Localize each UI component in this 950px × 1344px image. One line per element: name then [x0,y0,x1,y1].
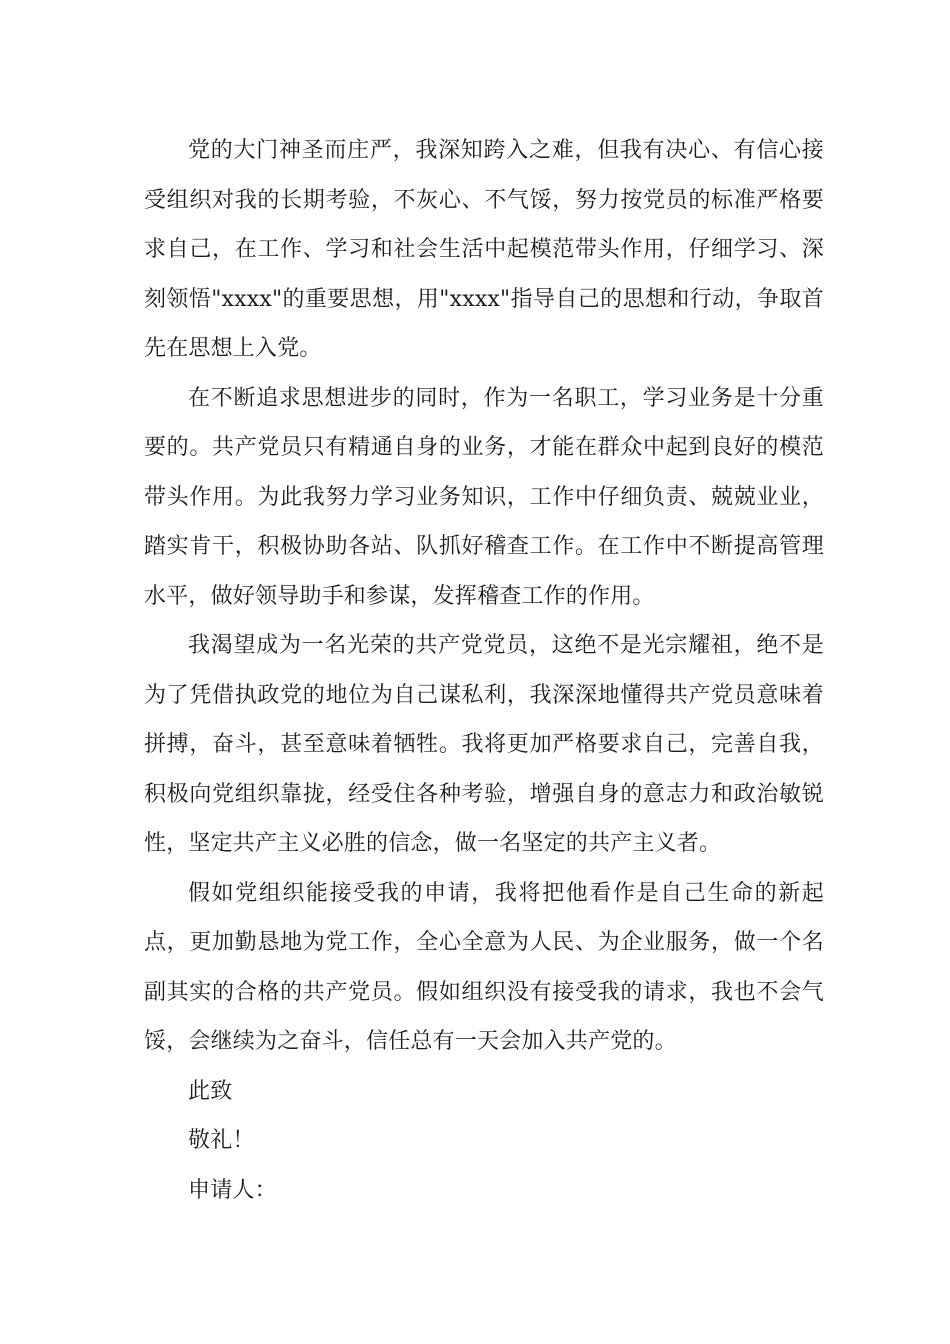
paragraph-3: 我渴望成为一名光荣的共产党党员，这绝不是光宗耀祖，绝不是为了凭借执政党的地位为自己谋私利，我深深地懂得共产党员意味着拼搏，奋斗，甚至意味着牺牲。我将更加严格要求自己，完善自我，积极向党组织靠拢，经受住各种考验，增强自身的意志力和政治敏锐性，坚定共产主义必胜的信念，做一名坚定的共产主义者。 [144,633,824,856]
closing-respect: 敬礼！ [188,1128,255,1153]
letter-body [144,126,824,1215]
paragraph-2: 在不断追求思想进步的同时，作为一名职工，学习业务是十分重要的。共产党员只有精通自身的业务，才能在群众中起到良好的模范带头作用。为此我努力学习业务知识，工作中仔细负责、兢兢业业，踏实肯干，积极协助各站、队抓好稽查工作。在工作中不断提高管理水平，做好领导助手和参谋，发挥稽查工作的作用。 [144,385,824,609]
paragraph-1: 党的大门神圣而庄严，我深知跨入之难，但我有决心、有信心接受组织对我的长期考验，不灰心、不气馁，努力按党员的标准严格要求自己，在工作、学习和社会生活中起模范带头作用，仔细学习、深刻领悟"xxxx"的重要思想，用"xxxx"指导自己的思想和行动，争取首先在思想上入党。 [144,138,824,361]
paragraph-4: 假如党组织能接受我的申请，我将把他看作是自己生命的新起点，更加勤恳地为党工作，全心全意为人民、为企业服务，做一个名副其实的合格的共产党员。假如组织没有接受我的请求，我也不会气馁，会继续为之奋斗，信任总有一天会加入共产党的。 [144,880,824,1054]
signature-label: 申请人： [188,1177,277,1203]
closing-salutation: 此致 [188,1078,233,1104]
